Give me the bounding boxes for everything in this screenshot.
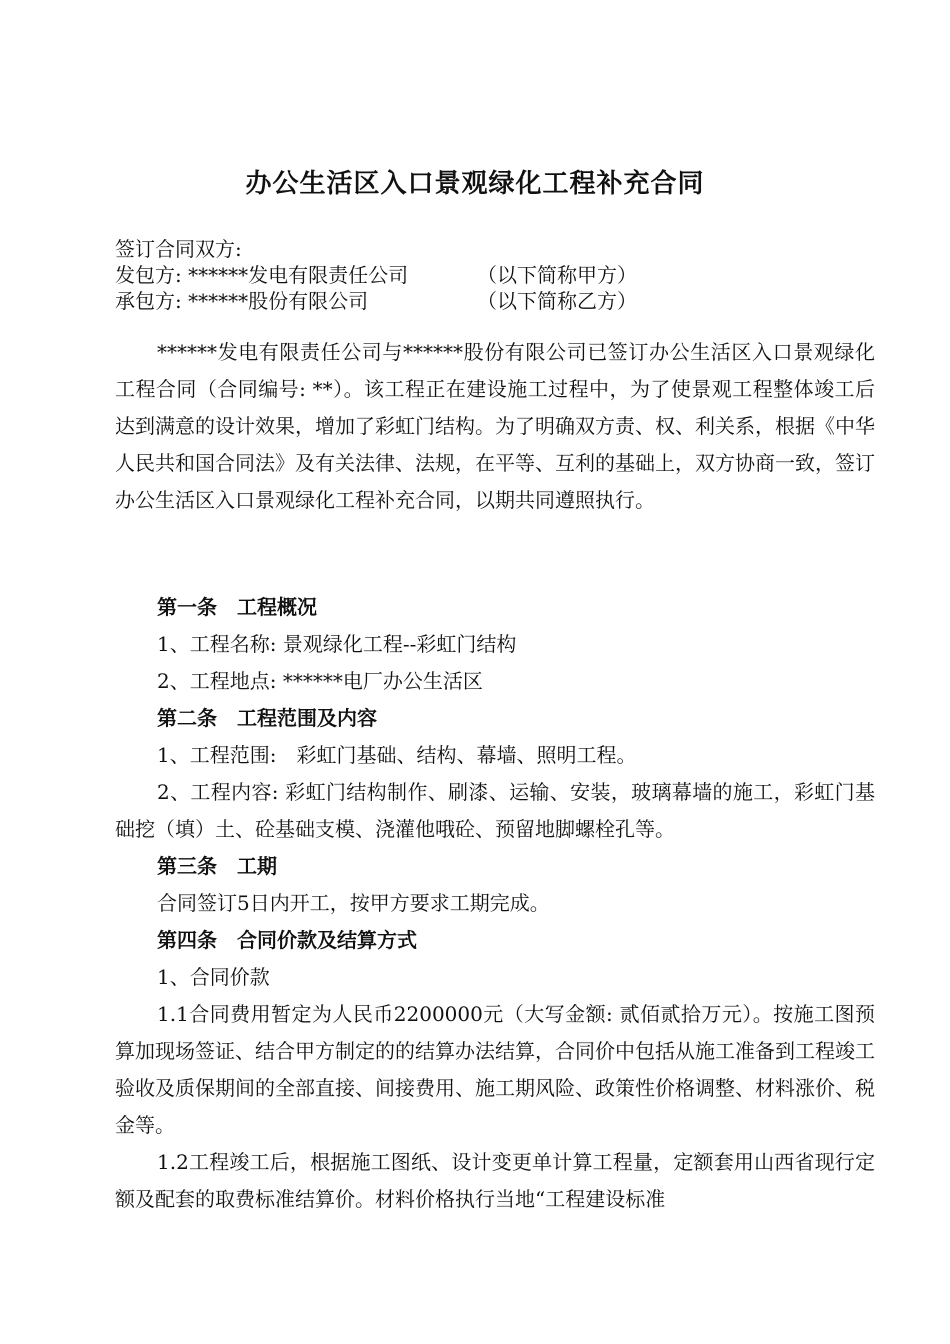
article3-text: 合同签订5日内开工，按甲方要求工期完成。 [157, 891, 550, 915]
contractor-name: 承包方: ******股份有限公司 [115, 289, 369, 313]
article1-heading: 第一条 工程概况 [157, 595, 317, 619]
article4-sub1: 1、合同价款 [157, 965, 270, 989]
article2-item2: 2、工程内容: 彩虹门结构制作、刷漆、运输、安装，玻璃幕墙的施工，彩虹门基础挖（填）土、砼基础支模、浇灌他哦砼、预留地脚螺栓孔等。 [115, 780, 875, 841]
parties-label: 签订合同双方: [115, 237, 242, 261]
article4-heading: 第四条 合同价款及结算方式 [157, 928, 417, 952]
article1-item1: 1、工程名称: 景观绿化工程--彩虹门结构 [157, 632, 517, 656]
employer-name: 发包方: ******发电有限责任公司 [115, 263, 409, 287]
intro-paragraph: ******发电有限责任公司与******股份有限公司已签订办公生活区入口景观绿化工程合同（合同编号: **）。该工程正在建设施工过程中，为了使景观工程整体竣工后达到满意的设计效果，增加了彩虹门结构。为了明确双方责、权、利关系，根据《中华人民共和国合同法》及有关法律、法规，在平等、互利的基础上，双方协商一致，签订办公生活区入口景观绿化工程补充合同，以期共同遵照执行。 [115, 340, 875, 512]
intro-section [115, 334, 875, 519]
contract-articles [115, 589, 875, 1218]
contractor-row [115, 288, 637, 314]
article2-item1: 1、工程范围: 彩虹门基础、结构、幕墙、照明工程。 [157, 743, 637, 767]
article3-heading: 第三条 工期 [157, 854, 277, 878]
employer-note: （以下简称甲方） [477, 263, 637, 287]
document-title: 办公生活区入口景观绿化工程补充合同 [245, 169, 705, 199]
article4-paragraph-1-1: 1.1合同费用暂定为人民币2200000元（大写金额: 贰佰贰拾万元）。按施工图预算加现场签证、结合甲方制定的的结算办法结算，合同价中包括从施工准备到工程竣工验收及质保期间的全部直接、间接费用、施工期风险、政策性价格调整、材料涨价、税金等。 [115, 1002, 875, 1137]
contract-parties [115, 236, 637, 314]
employer-row [115, 262, 637, 288]
contractor-note: （以下简称乙方） [477, 289, 637, 313]
article2-heading: 第二条 工程范围及内容 [157, 706, 377, 730]
article1-item2: 2、工程地点: ******电厂办公生活区 [157, 669, 483, 693]
article4-paragraph-1-2: 1.2工程竣工后，根据施工图纸、设计变更单计算工程量，定额套用山西省现行定额及配套的取费标准结算价。材料价格执行当地“工程建设标准 [115, 1150, 875, 1211]
